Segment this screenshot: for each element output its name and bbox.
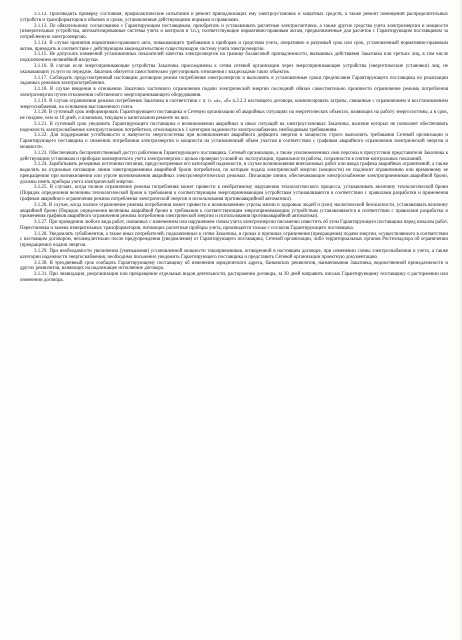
clause-number: 3.1.24. bbox=[34, 162, 48, 168]
clause-3-1-30 bbox=[20, 261, 448, 273]
clause-3-1-19 bbox=[20, 99, 448, 111]
clause-number: 3.1.31. bbox=[34, 272, 48, 278]
clause-number: 3.1.27. bbox=[34, 220, 48, 226]
clause-text: Производить проверку состояния, профилактические испытания и ремонт принадлежащих ему электроустановок и защитных средств, а также ремонт помещений распределительных устройств и трансформаторов в объемах и сроки, установленные действующими нормами и правилами. bbox=[20, 12, 448, 23]
clause-text: При проведении любого вида работ, связанных с изменением или нарушением схемы учета электроэнергии письменно известить об этом Гарантирующего поставщика перед началом работ. Перестановка и замена измерительных трансформаторов, питающих расчетные приборы учета, производятся только с согласия Гарантирующего поставщика. bbox=[20, 220, 448, 231]
clause-text: Заработывать резервные источники питания, предусмотренные его категорией надежности, в случае возникновения внеплановых работ или ввода графика аварийных ограничений, а также выделять на отдельные питающие линии электроприемники аварийной брони потребителя, по которым подача электрической энергии (мощности) не подлежит ограничению или временному ее прекращению при возникновении или угрозе возникновения аварийных электроэнергетических режимах. Питающие линии, обеспечивающие электроснабжение электроприемников аварийной брони, должны иметь приборы учета электрической энергии. bbox=[20, 162, 448, 185]
clause-3-1-16 bbox=[20, 64, 448, 76]
clause-text: В трехдневный срок сообщать Гарантирующему поставщику об изменении юридического адреса, банковских реквизитов, наименования Заказчика, ведомственной принадлежности и других реквизитов, влияющих на надлежащее исполнение договора. bbox=[20, 260, 448, 272]
clause-text: В случае, когда полное ограничение режима потребления может привести к возникновению угрозы жизни и здоровью людей и (или) экологической безопасности, устанавливать величину аварийной брони (Порядок определения величины аварийной брони и требования к соответствующим энергопринимающим устройствам устанавливаются в соответствии с правилами разработки и применения графиков аварийного ограничения режима потребления электрической энергии и использования противоаварийной автоматики). bbox=[20, 202, 448, 220]
clause-text: В случаях, когда полное ограничение режима потребления может привести к необратимому нарушению технологического процесса, устанавливать величину технологической брони (Порядок определения величины технологической брони в требования к соответствующим энергопринимающим устройствам устанавливаются в соответствии с правилами разработки и применения графиков аварийного ограничения режима потребления электрической энергии и использования противоаварийной автоматики). bbox=[20, 185, 448, 202]
clause-3-1-29 bbox=[20, 249, 448, 261]
clause-number: 3.1.26. bbox=[34, 202, 48, 208]
clause-3-1-12 bbox=[20, 12, 448, 24]
clause-number: 3.1.15. bbox=[34, 52, 48, 58]
clause-3-1-15 bbox=[20, 52, 448, 64]
clause-number: 3.1.30. bbox=[34, 260, 48, 266]
clause-number: 3.1.29. bbox=[34, 249, 48, 255]
clause-text: В суточный срок уведомить Гарантирующего поставщика о возникновении аварийных и иных ситуаций на электроустановках Заказчика, наличие которых не позволяет обеспечивать надежность электроснабжения электроустановок потребителя, относящихся к 1 категории надежности электроснабжения, необходимым требованиям. bbox=[20, 121, 448, 133]
clause-3-1-27 bbox=[20, 220, 448, 232]
clause-text: В суточный срок информировать Гарантирующего поставщика и Сетевую организацию об аварийных ситуациях на энергетических объектах, влияющих на работу энергосистемы, а в срок, не позднее, чем за 10 дней, о плановом, текущем и капитальном ремонте на них. bbox=[20, 110, 448, 122]
clause-text: В случае принятия нормативно-правового акта, повышающего требования к приборам и средствам учета, оперативно в разумный срок или срок, установленный нормативно-правовым актом, приводить в соответствие с действующим законодательством существующую систему учета электроэнергии. bbox=[20, 40, 448, 52]
clause-3-1-26 bbox=[20, 203, 448, 220]
clause-text: По обязательному согласованию с Гарантирующим поставщиком, приобретать и устанавливать расчетные электросчетчики, а также другие средства учета электроэнергии и мощности (измерительные устройства, автоматизированные системы учета и контроля и т.п.), соответствующие нормативно-правовым актам, предназначенные для расчетов с Гарантирующим поставщиком за потребленную электроэнергию. bbox=[20, 23, 448, 41]
clause-text: В случае введения в отношении Заказчика частичного ограничения подачи электрической энергии последний обязан самостоятельно произвести ограничение режима потребления электроэнергии путем отключения собственного энергопринимающего оборудования. bbox=[20, 87, 448, 98]
clause-number: 3.1.23. bbox=[34, 150, 48, 156]
clause-text: В случае если энергопринимающие устройства Заказчика присоединены к сетям сетевой организации через энергопринимающие устройства (энергетические установки) лиц, не оказывающих услуги по передаче, Заказчик обязуется самостоятельно урегулировать отношения с владельцами таких объектов. bbox=[20, 64, 448, 75]
clause-3-1-17 bbox=[20, 76, 448, 88]
clause-text: Обеспечивать беспрепятственный доступ работников Гарантирующего поставщика, Сетевой организации, а также уполномоченных ими персоны в присутствии представителя Заказчика к действующим установкам и приборам коммерческого учета электроэнергии с целью проверки условий их эксплуатации, правильности работы, сохранности в снятия контрольных показаний. bbox=[20, 150, 448, 162]
contract-text bbox=[20, 12, 448, 634]
clause-number: 3.1.13. bbox=[34, 23, 48, 29]
clause-3-1-31 bbox=[20, 272, 448, 284]
clause-text: Не допускать изменений установленных показателей качества электроэнергии на границе балансовой принадлежности, вызванных действиями Заказчика или третьих лиц, в том числе подключением нелинейной нагрузки. bbox=[20, 52, 448, 64]
clause-3-1-18 bbox=[20, 87, 448, 99]
clause-number: 3.1.25. bbox=[34, 185, 48, 191]
clause-text: Соблюдать предусмотренный настоящим договором режим потребления электроэнергии и выполнять в установленные сроки предписания Гарантирующего поставщика по реализации заданных режимов электропотребления. bbox=[20, 75, 448, 87]
clause-text: При необходимости увеличения (уменьшения) установленной мощности токоприемников, оговоренной в настоящем договоре, при изменении схемы электроснабжения и учета, а также категории надежности энергоснабжения, необходимо письменно уведомить Гарантирующего поставщика и представить Сетевой организации проектную документацию. bbox=[20, 249, 448, 260]
clause-number: 3.1.21. bbox=[34, 121, 48, 127]
clause-3-1-22 bbox=[20, 133, 448, 150]
clause-text: Для поддержания устойчивости и живучести энергосистемы при возникновении аварийного дефицита энергии и мощности строго выполнять требования Сетевой организации и Гарантирующего поставщика о снижении потребления электроэнергии и мощности на установленный объем участия в соответствии с графиком аварийного ограничения электрической энергии и мощности. bbox=[20, 133, 448, 150]
clause-number: 3.1.22. bbox=[34, 133, 48, 139]
clause-3-1-23 bbox=[20, 151, 448, 163]
clause-text: При ликвидации, реорганизации или прекращении отдельных видов деятельности, расторжении договора, за 30 дней направить письмо Гарантирующему поставщику о расторжении или изменении договора. bbox=[20, 272, 448, 283]
clause-text: Уведомлять субабонентов, а также иных потребителей, подключенных к сетям Заказчика, в сроках и причинах ограничения (прекращения) подачи энергии, осуществляемого в соответствии с настоящим договором, незамедлительно после предупреждения (уведомления) от Гарантирующего поставщика, Сетевой организации, либо территориальных органов Ростехнадзора об ограничении (прекращении) подачи энергии. bbox=[20, 231, 448, 249]
clause-3-1-13 bbox=[20, 24, 448, 41]
clause-text: В случае ограничения режима потребления Заказчика в соответствии с п. п. «а», «б» п.2.2.3 настоящего договора, компенсировать затраты, связанные с ограничением и восстановлением энергоснабжения, на основании выставленного счета. bbox=[20, 98, 448, 110]
clause-number: 3.1.19. bbox=[34, 98, 48, 104]
clause-number: 3.1.12. bbox=[34, 12, 48, 17]
clause-number: 3.1.17. bbox=[34, 75, 48, 81]
clause-3-1-28 bbox=[20, 232, 448, 249]
clause-number: 3.1.20. bbox=[34, 110, 48, 116]
clause-number: 3.1.16. bbox=[34, 64, 48, 70]
clause-number: 3.1.18. bbox=[34, 87, 48, 93]
clause-3-1-20 bbox=[20, 110, 448, 122]
clause-3-1-25 bbox=[20, 185, 448, 202]
clause-number: 3.1.14. bbox=[34, 40, 48, 46]
clause-number: 3.1.28. bbox=[34, 231, 48, 237]
clause-3-1-14 bbox=[20, 41, 448, 53]
clause-3-1-21 bbox=[20, 122, 448, 134]
clause-3-1-24 bbox=[20, 162, 448, 185]
